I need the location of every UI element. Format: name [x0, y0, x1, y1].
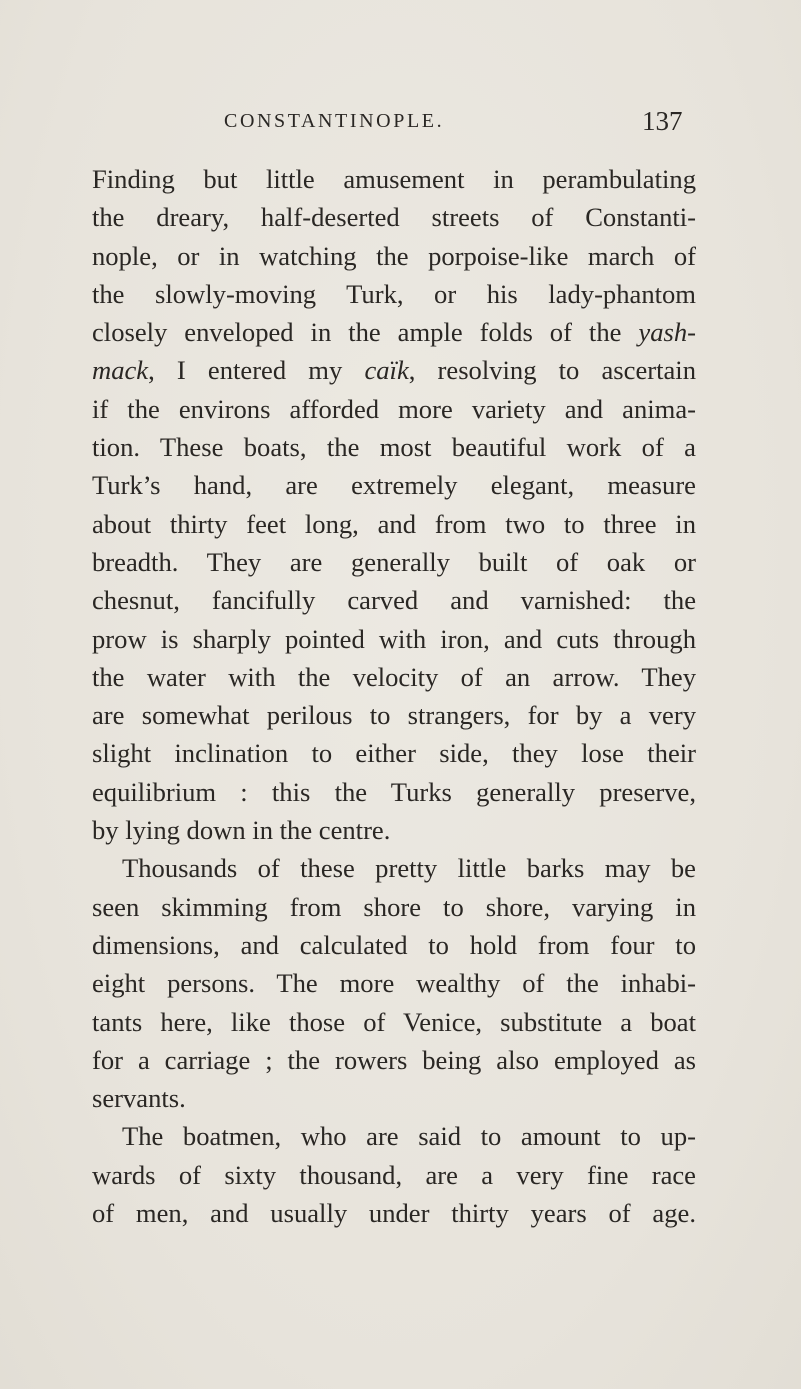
text-line: seen skimming from shore to shore, varying in: [92, 891, 696, 922]
italic-term: caïk: [364, 355, 409, 386]
italic-term: yash-: [638, 317, 696, 348]
text-line: [92, 351, 696, 389]
text-line: are somewhat perilous to strangers, for by a very: [92, 700, 696, 731]
paragraph-end-line: by lying down in the centre.: [92, 815, 391, 846]
text-line: slight inclination to either side, they lose their: [92, 738, 696, 769]
text-line: wards of sixty thousand, are a very fine race: [92, 1159, 696, 1190]
text-line: tion. These boats, the most beautiful work of a: [92, 432, 696, 463]
text-run: , resolving to ascertain: [408, 355, 696, 386]
text-line: of men, and usually under thirty years of age.: [92, 1198, 696, 1229]
text-line: the slowly-moving Turk, or his lady-phantom: [92, 278, 696, 309]
page-number: 137: [642, 106, 683, 136]
italic-term: mack: [92, 355, 149, 386]
text-line: Finding but little amusement in perambulating: [92, 164, 696, 194]
text-line: nople, or in watching the porpoise-like march of: [92, 240, 696, 271]
running-title: CONSTANTINOPLE.: [224, 110, 445, 132]
text-line: the water with the velocity of an arrow. They: [92, 661, 696, 692]
text-line: for a carriage ; the rowers being also employed as: [92, 1044, 696, 1075]
text-line: eight persons. The more wealthy of the inhabi-: [92, 968, 696, 999]
text-line: prow is sharply pointed with iron, and cuts through: [92, 623, 696, 654]
body-text: [92, 160, 696, 1232]
paragraph-start-line: The boatmen, who are said to amount to up-: [122, 1121, 696, 1152]
text-line: Turk’s hand, are extremely elegant, measure: [92, 470, 696, 501]
text-line: about thirty feet long, and from two to three in: [92, 508, 696, 539]
paragraph-start-line: Thousands of these pretty little barks may be: [122, 853, 696, 884]
text-line: tants here, like those of Venice, substitute a boat: [92, 1006, 696, 1037]
paragraph-end-line: servants.: [92, 1083, 186, 1114]
text-run: , I entered my: [148, 355, 365, 386]
text-line: chesnut, fancifully carved and varnished: the: [92, 585, 696, 616]
text-line: breadth. They are generally built of oak or: [92, 546, 696, 577]
text-run: closely enveloped in the ample folds of the: [92, 317, 639, 348]
running-head: [0, 106, 801, 140]
text-line: if the environs afforded more variety and anima-: [92, 393, 696, 424]
text-line: [92, 313, 696, 351]
text-line: equilibrium : this the Turks generally preserve,: [92, 776, 696, 807]
text-line: dimensions, and calculated to hold from four to: [92, 929, 696, 960]
text-line: the dreary, half-deserted streets of Constanti-: [92, 202, 696, 233]
